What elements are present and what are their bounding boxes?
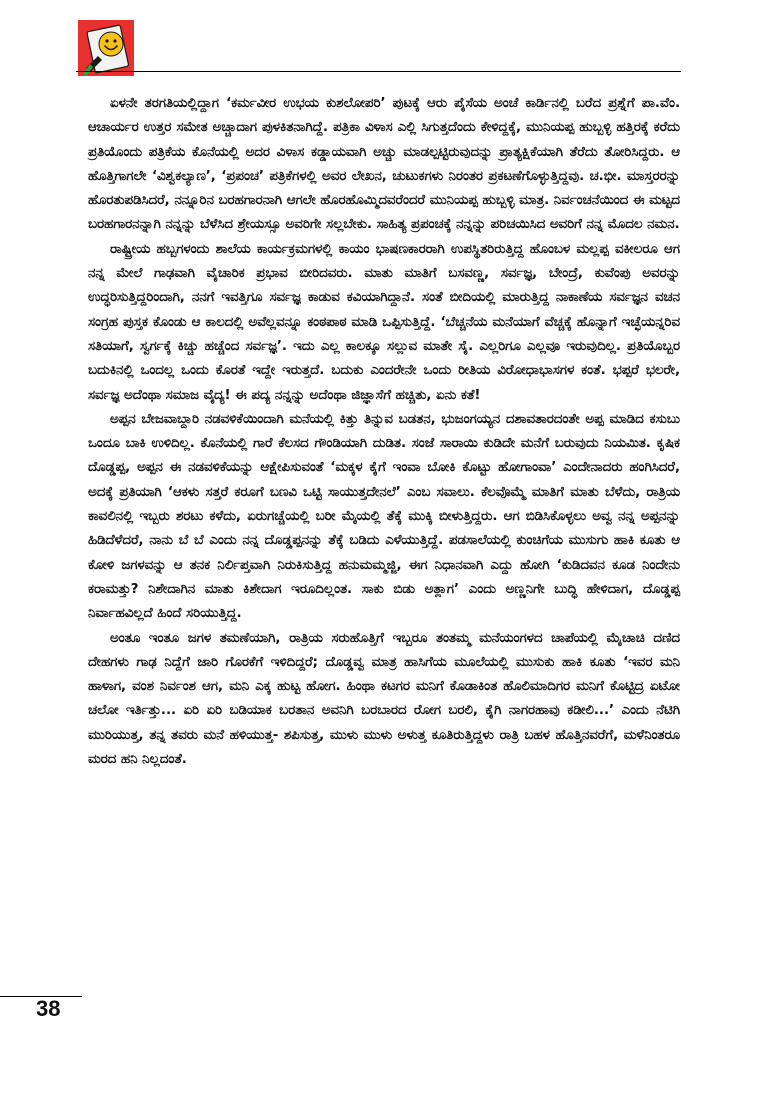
paragraph-3: ಅಪ್ಪನ ಬೇಜವಾಬ್ದಾರಿ ನಡವಳಿಕೆಯಿಂದಾಗಿ ಮನೆಯಲ್ಲಿ ಕಿತ್ತು ತಿನ್ನುವ ಬಡತನ, ಭುಜಂಗಯ್ಯನ ದಶಾವತಾರದಂತೇ ಅಪ್ಪ ಮಾಡಿದ ಕಸುಬು ಒಂದೂ ಬಾಕಿ ಉಳಿದಿಲ್ಲ. ಕೊನೆಯಲ್ಲಿ ಗಾರೆ ಕೆಲಸದ ಗೌಂಡಿಯಾಗಿ ದುಡಿತ. ಸಂಜೆ ಸಾರಾಯಿ ಕುಡಿದೇ ಮನೆಗೆ ಬರುವುದು ನಿಯಮಿತ. ಕೃಷಿಕ ದೊಡ್ಡಪ್ಪ, ಅಪ್ಪನ ಈ ನಡವಳಿಕೆಯನ್ನು ಆಕ್ಷೇಪಿಸುವಂತೆ ‘ಮಕ್ಕಳ ಕೈಗೆ ಇಂವಾ ಬೋಕಿ ಕೊಟ್ಟು ಹೋಗಾಂವಾ’ ಎಂದೇನಾದರು ಹಂಗಿಸಿದರೆ, ಅದಕ್ಕೆ ಪ್ರತಿಯಾಗಿ ‘ಆಕಳು ಸತ್ತರೆ ಕರೂಗೆ ಬಣವಿ ಒಟ್ಟಿ ಸಾಯುತ್ತದೇನಲೆ’ ಎಂಬ ಸವಾಲು. ಕೆಲವೊಮ್ಮೆ ಮಾತಿಗೆ ಮಾತು ಬೆಳೆದು, ರಾತ್ರಿಯ ಕಾವಲಿನಲ್ಲಿ ಇಬ್ಬರು ಶರಟು ಕಳೆದು, ಏರುಗಚ್ಚೆಯಲ್ಲಿ ಬರೀ ಮೈಯಲ್ಲಿ ತೆಕ್ಕೆ ಮುಕ್ಕಿ ಬೀಳುತ್ತಿದ್ದರು. ಆಗ ಬಿಡಿಸಿಕೊಳ್ಳಲು ಅವ್ವ ನನ್ನ ಅಪ್ಪನನ್ನು ಹಿಡಿದೆಳೆದರೆ, ನಾನು ಬೆ ಬೆ ಎಂದು ನನ್ನ ದೊಡ್ಡಪ್ಪನನ್ನು ತೆಕ್ಕೆ ಬಡಿದು ಎಳೆಯುತ್ತಿದ್ದೆ. ಪಡಸಾಲೆಯಲ್ಲಿ ಕುಂಚಿಗೆಯ ಮುಸುಗು ಹಾಕಿ ಕೂತು ಆ ಕೋಳಿ ಜಗಳವನ್ನು ಆ ತನಕ ನಿರ್ಲಿಪ್ತವಾಗಿ ನಿರುಕಿಸುತ್ತಿದ್ದ ಹನುಮಮ್ಮಜ್ಜಿ, ಈಗ ನಿಧಾನವಾಗಿ ಎದ್ದು ಹೋಗಿ ‘ಕುಡಿದವನ ಕೂಡ ನಿಂದೇನು ಕರಾಮತ್ತು? ನಿಶೇದಾಗಿನ ಮಾತು ಕಿಶೇದಾಗ ಇರೂದಿಲ್ಲಂತ. ಸಾಕು ಬಿಡು ಅತ್ಲಾಗ’ ಎಂದು ಅಣ್ಣನಿಗೇ ಬುದ್ಧಿ ಹೇಳಿದಾಗ, ದೊಡ್ಡಪ್ಪ ನಿರ್ವಾಹವಿಲ್ಲದೆ ಹಿಂದೆ ಸರಿಯುತ್ತಿದ್ದ.	[88, 411, 680, 622]
header-rule	[76, 71, 681, 72]
paragraph-1: ಏಳನೇ ತರಗತಿಯಲ್ಲಿದ್ದಾಗ ‘ಕರ್ಮವೀರ ಉಭಯ ಕುಶಲೋಪರಿ’ ಪುಟಕ್ಕೆ ಆರು ಪೈಸೆಯ ಅಂಚೆ ಕಾರ್ಡಿನಲ್ಲಿ ಬರೆದ ಪ್ರಶ್ನೆಗೆ ಪಾ.ವೆಂ. ಆಚಾರ್ಯರ ಉತ್ತರ ಸಮೇತ ಅಚ್ಚಾದಾಗ ಪುಳಕಿತನಾಗಿದ್ದೆ. ಪತ್ರಿಕಾ ವಿಳಾಸ ಎಲ್ಲಿ ಸಿಗುತ್ತದೆಂದು ಕೇಳಿದ್ದಕ್ಕೆ, ಮುನಿಯಪ್ಪ ಹುಬ್ಬಳ್ಳಿ ಹತ್ತಿರಕ್ಕೆ ಕರೆದು ಪ್ರತಿಯೊಂದು ಪತ್ರಿಕೆಯ ಕೊನೆಯಲ್ಲಿ ಅದರ ವಿಳಾಸ ಕಡ್ಡಾಯವಾಗಿ ಅಚ್ಚು ಮಾಡಲ್ಪಟ್ಟಿರುವುದನ್ನು ಪ್ರಾತ್ಯಕ್ಷಿಕೆಯಾಗಿ ತೆರೆದು ತೋರಿಸಿದ್ದರು. ಆ ಹೊತ್ತಿಗಾಗಲೇ ‘ವಿಶ್ವಕಲ್ಯಾಣ’, ‘ಪ್ರಪಂಚ’ ಪತ್ರಿಕೆಗಳಲ್ಲಿ ಅವರ ಲೇಖನ, ಚುಟುಕಗಳು ನಿರಂತರ ಪ್ರಕಟಣೆಗೊಳ್ಳುತ್ತಿದ್ದವು. ಚ.ಭೀ. ಮಾಸ್ತರರನ್ನು ಹೊರತುಪಡಿಸಿದರೆ, ನನ್ನೂರಿನ ಬರಹಗಾರನಾಗಿ ಆಗಲೇ ಹೊರಹೊಮ್ಮಿದವರೆಂದರೆ ಮುನಿಯಪ್ಪ ಹುಬ್ಬಳ್ಳಿ ಮಾತ್ರ. ನಿರ್ವಂಚನೆಯಿಂದ ಈ ಮಟ್ಟದ ಬರಹಗಾರನನ್ನಾಗಿ ನನ್ನನ್ನು ಬೆಳೆಸಿದ ಶ್ರೇಯಸ್ಸೂ ಅವರಿಗೇ ಸಲ್ಲಬೇಕು. ಸಾಹಿತ್ಯ ಪ್ರಪಂಚಕ್ಕೆ ನನ್ನನ್ನು ಪರಿಚಯಿಸಿದ ಅವರಿಗೆ ನನ್ನ ಮೊದಲ ನಮನ.	[88, 96, 680, 233]
paragraph-4: ಅಂತೂ ಇಂತೂ ಜಗಳ ತಮಣೆಯಾಗಿ, ರಾತ್ರಿಯ ಸರುಹೊತ್ತಿಗೆ ಇಬ್ಬರೂ ತಂತಮ್ಮ ಮನೆಯಂಗಳದ ಚಾಪೆಯಲ್ಲಿ ಮೈಚಾಚಿ ದಣಿದ ದೇಹಗಳು ಗಾಢ ನಿದ್ದೆಗೆ ಜಾರಿ ಗೊರಕೆಗೆ ಇಳಿದಿದ್ದರೆ; ದೊಡ್ಡವ್ವ ಮಾತ್ರ ಹಾಸಿಗೆಯ ಮೂಲೆಯಲ್ಲಿ ಮುಸುಕು ಹಾಕಿ ಕೂತು ‘ಇವರ ಮನಿ ಹಾಳಾಗ, ವಂಶ ನಿರ್ವಂಶ ಆಗ, ಮನಿ ಎಕ್ಕ ಹುಟ್ಟ ಹೋಗ. ಹಿಂಥಾ ಕಟಗರ ಮನಿಗೆ ಕೊಡಾಕಿಂತ ಹೊಲಿಮಾದಿಗರ ಮನಿಗೆ ಕೊಟ್ಟಿದ್ರ ಏಟೋ ಚಲೋ ಇರ್ತಿತ್ತು... ಏರಿ ಏರಿ ಬಡಿಯಾಕ ಬರತಾನ ಅವನಿಗಿ ಬರಬಾರದ ರೋಗ ಬರಲಿ, ಕೈಗಿ ನಾಗರಹಾವು ಕಡೀಲಿ...’ ಎಂದು ನೆಟಿಗಿ ಮುರಿಯುತ್ತ, ತನ್ನ ತವರು ಮನೆ ಹಳಿಯುತ್ತ- ಶಪಿಸುತ್ತ, ಮುಳು ಮುಳು ಅಳುತ್ತ ಕೂತಿರುತ್ತಿದ್ದಳು ರಾತ್ರಿ ಬಹಳ ಹೊತ್ತಿನವರೆಗೆ, ಮಳೆನಿಂತರೂ ಮರದ ಹನಿ ನಿಲ್ಲದಂತೆ.	[88, 630, 680, 768]
paragraph-2: ರಾಷ್ಟ್ರೀಯ ಹಬ್ಬಗಳಂದು ಶಾಲೆಯ ಕಾರ್ಯಕ್ರಮಗಳಲ್ಲಿ ಕಾಯಂ ಭಾಷಣಕಾರರಾಗಿ ಉಪಸ್ಥಿತರಿರುತ್ತಿದ್ದ ಹೊಂಬಳ ಮಲ್ಲಪ್ಪ ವಕೀಲರೂ ಆಗ ನನ್ನ ಮೇಲೆ ಗಾಢವಾಗಿ ವೈಚಾರಿಕ ಪ್ರಭಾವ ಬೀರಿದವರು. ಮಾತು ಮಾತಿಗೆ ಬಸವಣ್ಣ, ಸರ್ವಜ್ಞ, ಬೇಂದ್ರೆ, ಕುವೆಂಪು ಅವರನ್ನು ಉದ್ಧರಿಸುತ್ತಿದ್ದರಿಂದಾಗಿ, ನನಗೆ ಇವತ್ತಿಗೂ ಸರ್ವಜ್ಞ ಕಾಡುವ ಕವಿಯಾಗಿದ್ದಾನೆ. ಸಂತೆ ಬೀದಿಯಲ್ಲಿ ಮಾರುತ್ತಿದ್ದ ನಾಕಾಣೆಯ ಸರ್ವಜ್ಞನ ವಚನ ಸಂಗ್ರಹ ಪುಸ್ತಕ ಕೊಂಡು ಆ ಕಾಲದಲ್ಲಿ ಅವೆಲ್ಲವನ್ನೂ ಕಂಠಪಾಠ ಮಾಡಿ ಒಪ್ಪಿಸುತ್ತಿದ್ದೆ. ‘ಬೆಚ್ಚನೆಯ ಮನೆಯಾಗೆ ವೆಚ್ಚಕ್ಕೆ ಹೊನ್ನಾಗೆ ಇಚ್ಛೆಯನ್ನರಿವ ಸತಿಯಾಗೆ, ಸ್ವರ್ಗಕ್ಕೆ ಕಿಚ್ಚು ಹಚ್ಚೆಂದ ಸರ್ವಜ್ಞ’. ಇದು ಎಲ್ಲ ಕಾಲಕ್ಕೂ ಸಲ್ಲುವ ಮಾತೇ ಸೈ. ಎಲ್ಲರಿಗೂ ಎಲ್ಲವೂ ಇರುವುದಿಲ್ಲ. ಪ್ರತಿಯೊಬ್ಬರ ಬದುಕಿನಲ್ಲಿ ಒಂದಲ್ಲ ಒಂದು ಕೊರತೆ ಇದ್ದೇ ಇರುತ್ತದೆ. ಬದುಕು ಎಂದರೇನೇ ಒಂದು ರೀತಿಯ ವಿರೋಧಾಭಾಸಗಳ ಕಂತೆ. ಭಪ್ಪರೆ ಭಲರೇ, ಸರ್ವಜ್ಞ ಅದೆಂಥಾ ಸಮಾಜ ವೈದ್ಯ! ಈ ಪದ್ಯ ನನ್ನನ್ನು ಅದೆಂಥಾ ಜಿಜ್ಞಾಸೆಗೆ ಹಚ್ಚಿತು, ಏನು ಕತೆ!	[88, 241, 680, 403]
page-number: 38	[36, 996, 61, 1021]
smiley-face-logo-icon	[78, 20, 134, 76]
article-body	[88, 92, 680, 772]
